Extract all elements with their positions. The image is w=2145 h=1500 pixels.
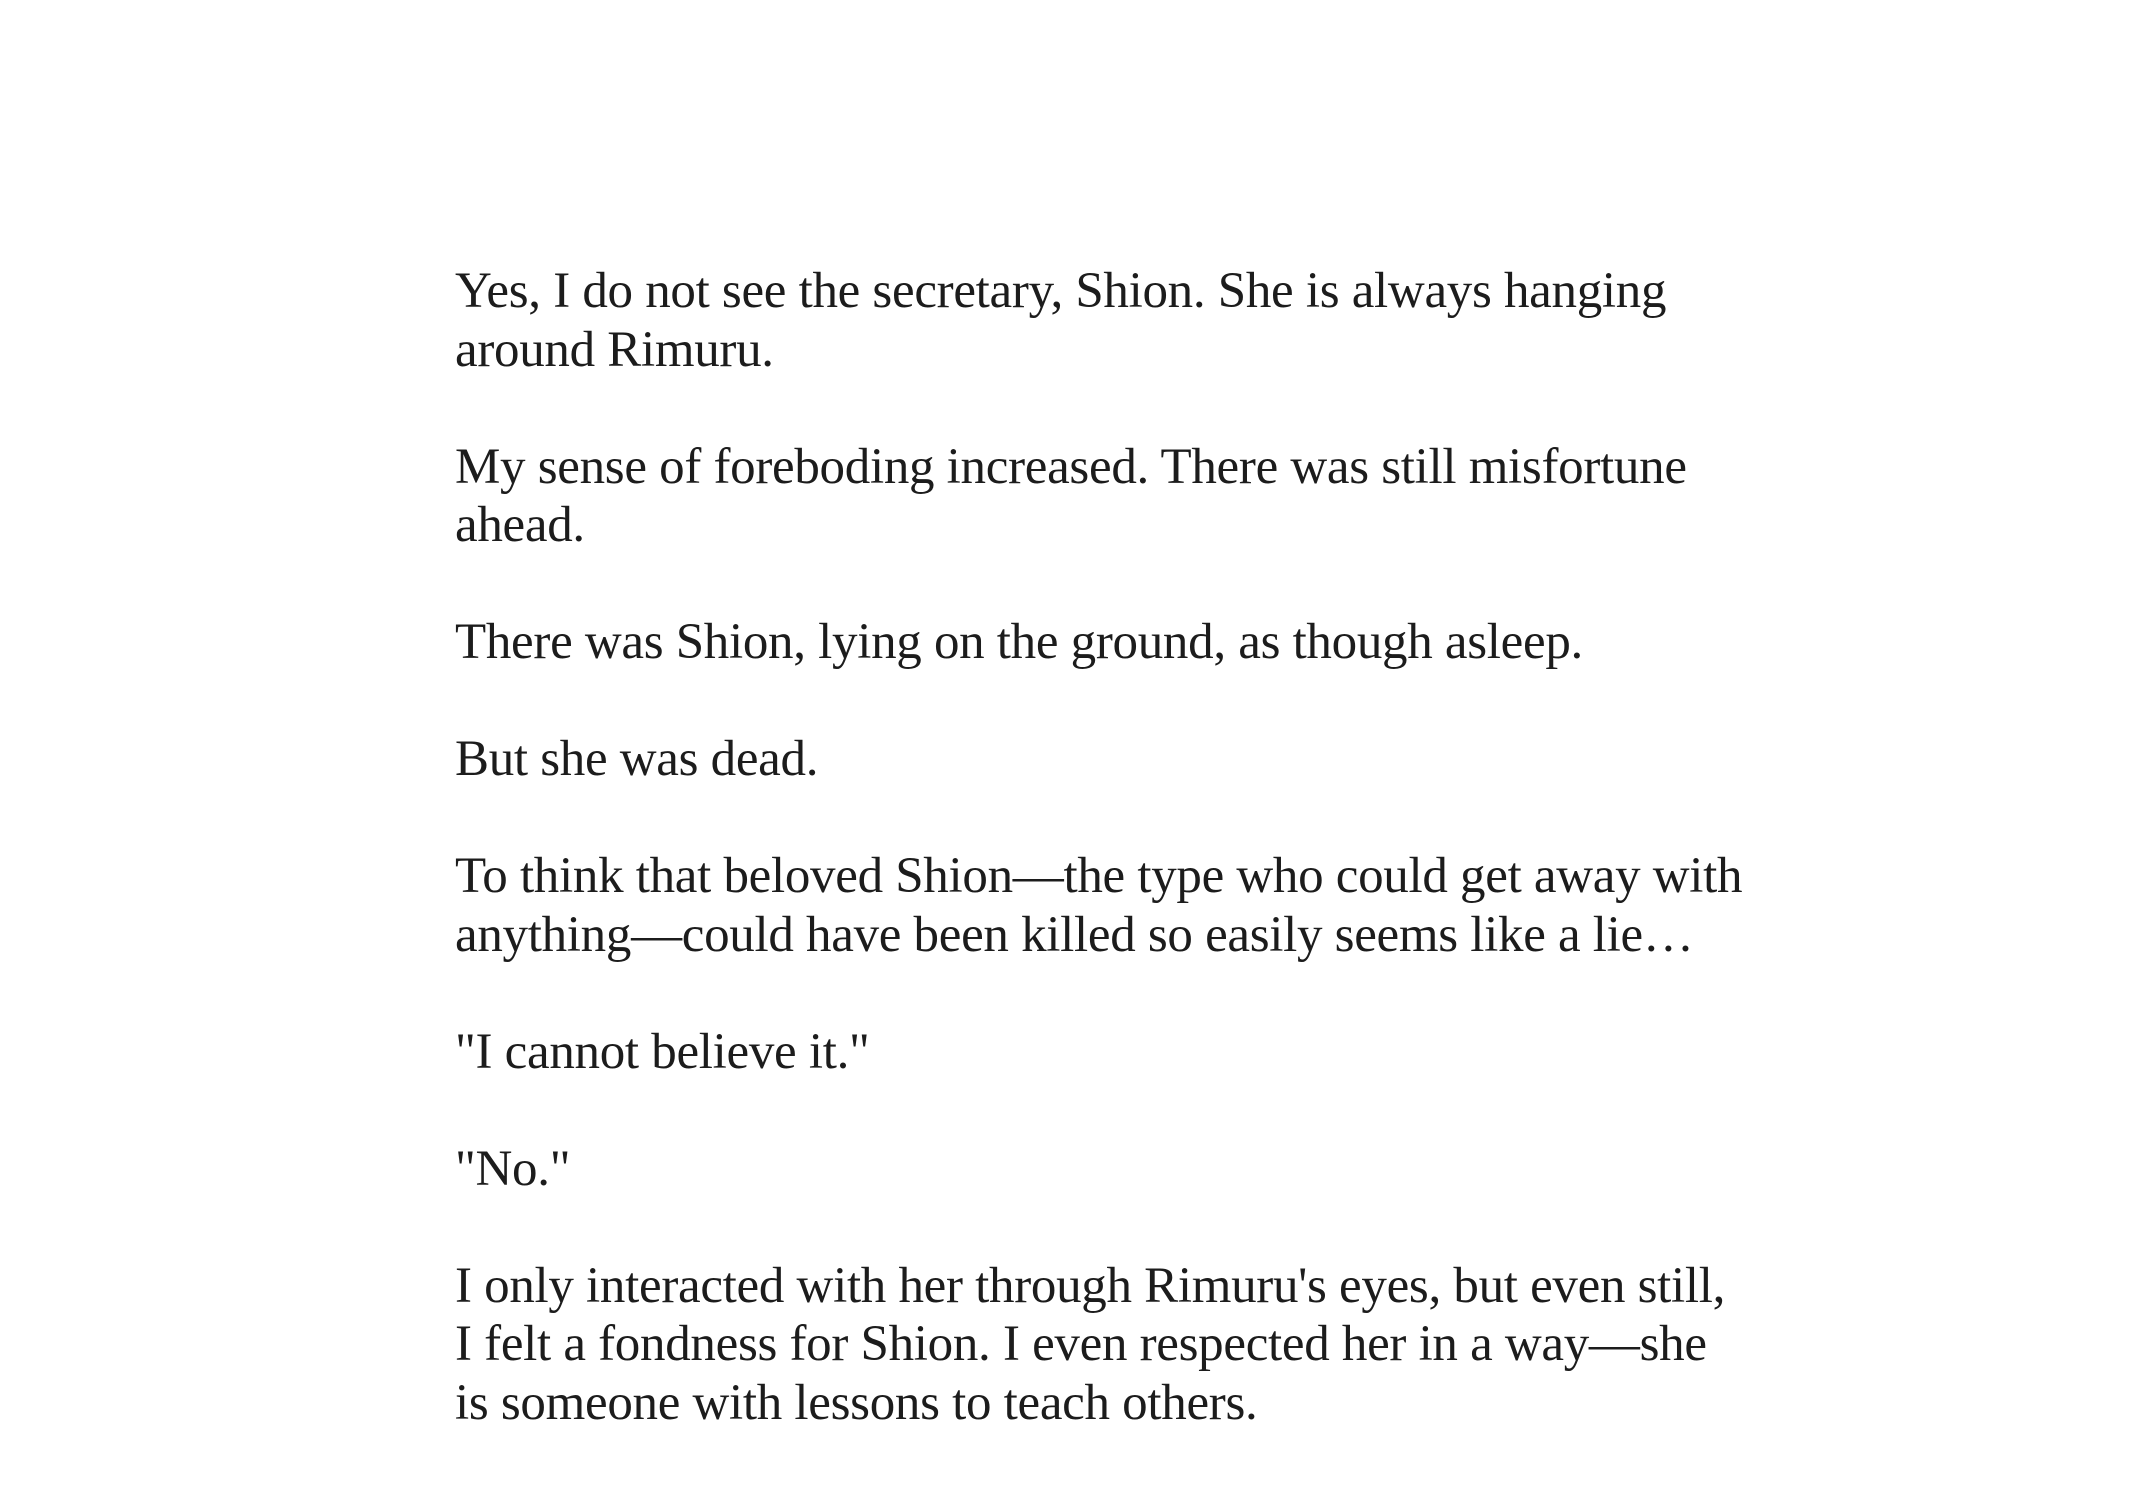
paragraph-6: "I cannot believe it." [455,1023,870,1080]
paragraph-1: Yes, I do not see the secretary, Shion. She is always hanging around Rimuru. [455,263,1667,378]
paragraph-7: "No." [455,1140,571,1197]
paragraph-2: My sense of foreboding increased. There was still misfortune ahead. [455,438,1687,553]
paragraph-4: But she was dead. [455,731,819,787]
body-text [455,262,1745,1491]
paragraph-3: There was Shion, lying on the ground, as though asleep. [455,614,1583,670]
paragraph-8: I only interacted with her through Rimuru's eyes, but even still, I felt a fondness for Shion. I even respected her in a way—she is someone with lessons to teach others. [455,1257,1726,1431]
paragraph-5: To think that beloved Shion—the type who could get away with anything—could have been killed so easily seems like a lie… [455,848,1743,963]
